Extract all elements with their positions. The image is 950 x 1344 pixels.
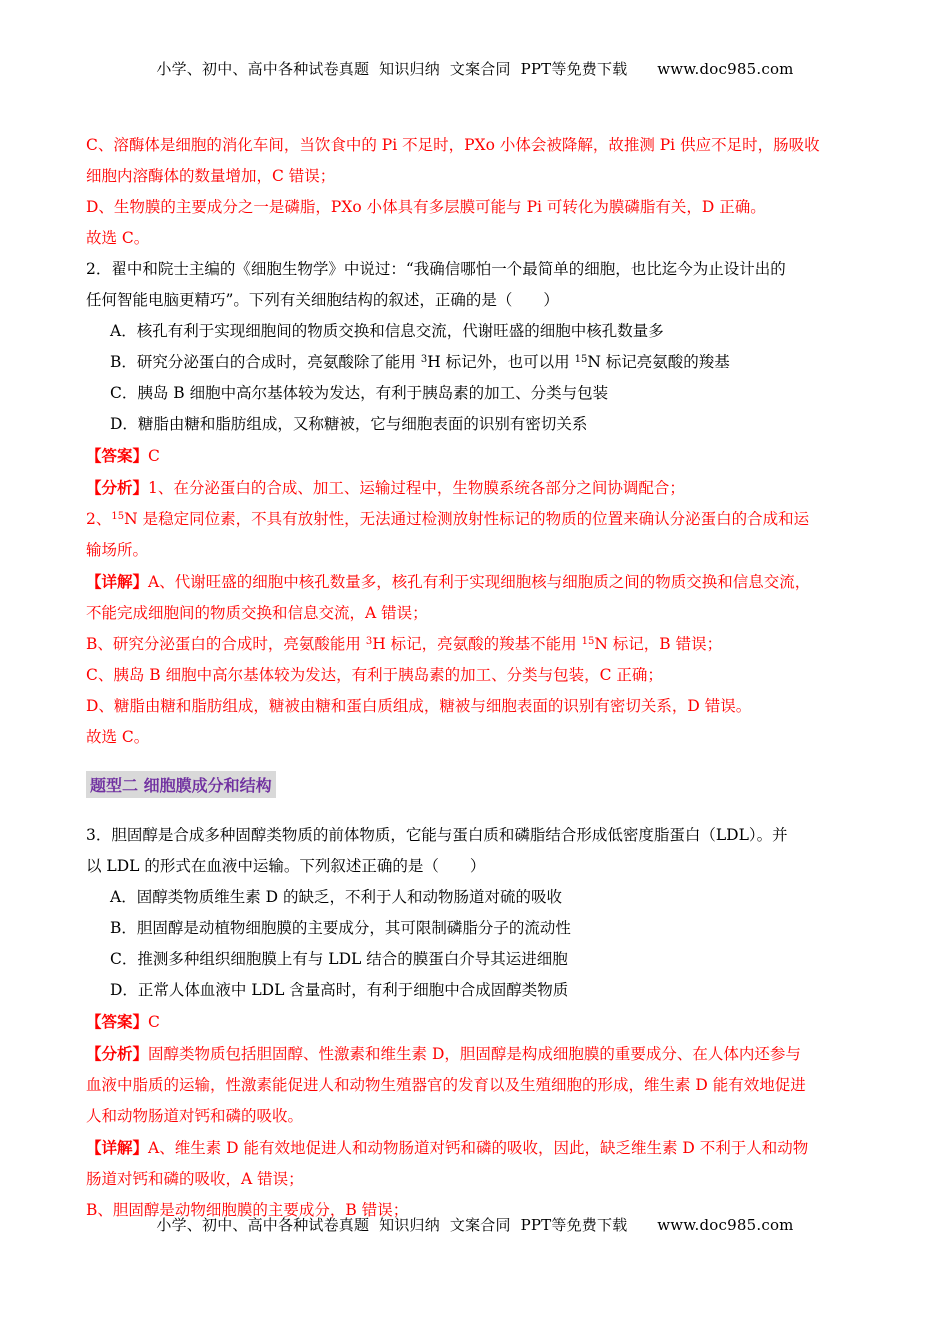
- q3-analysis: 【分析】固醇类物质包括胆固醇、性激素和维生素 D，胆固醇是构成细胞膜的重要成分、在人体内还参与: [86, 1044, 801, 1063]
- q2-detail-b: B、研究分泌蛋白的合成时，亮氨酸能用 $^3$H 标记，亮氨酸的羧基不能用 $^{15}$N 标记，B 错误；: [86, 635, 723, 653]
- q2-stem-cont: 任何智能电脑更精巧”。下列有关细胞结构的叙述，正确的是（ ）: [86, 291, 559, 309]
- q2-analysis-2: 2、$^{15}$N 是稳定同位素，不具有放射性，无法通过检测放射性标记的物质的位置来确认分泌蛋白的合成和运: [86, 510, 810, 528]
- document-body: [86, 130, 866, 1226]
- q3-option-a: A．固醇类物质维生素 D 的缺乏，不利于人和动物肠道对硫的吸收: [110, 888, 562, 906]
- page-footer: 小学、初中、高中各种试卷真题 知识归纳 文案合同 PPT等免费下载 www.doc985.com: [156, 1216, 794, 1234]
- q3-stem-cont: 以 LDL 的形式在血液中运输。下列叙述正确的是（ ）: [86, 857, 486, 875]
- q2-analysis: 【分析】1、在分泌蛋白的合成、加工、运输过程中，生物膜系统各部分之间协调配合；: [86, 478, 685, 497]
- q2-detail-c: C、胰岛 B 细胞中高尔基体较为发达，有利于胰岛素的加工、分类与包装，C 正确；: [86, 666, 663, 684]
- q3-analysis-2: 血液中脂质的运输，性激素能促进人和动物生殖器官的发育以及生殖细胞的形成，维生素 D 能有效地促进: [86, 1076, 806, 1094]
- q2-answer: 【答案】C: [86, 446, 160, 465]
- q2-option-d: D．糖脂由糖和脂肪组成，又称糖被，它与细胞表面的识别有密切关系: [110, 415, 588, 433]
- q2-detail: 【详解】A、代谢旺盛的细胞中核孔数量多，核孔有利于实现细胞核与细胞质之间的物质交换和信息交流，: [86, 572, 811, 591]
- q3-stem: 3．胆固醇是合成多种固醇类物质的前体物质，它能与蛋白质和磷脂结合形成低密度脂蛋白（LDL）。并: [86, 826, 788, 844]
- q2-conclusion: 故选 C。: [86, 728, 150, 746]
- q3-detail-a-cont: 肠道对钙和磷的吸收，A 错误；: [86, 1170, 304, 1188]
- q2-stem: 2．翟中和院士主编的《细胞生物学》中说过：“我确信哪怕一个最简单的细胞，也比迄今为止设计出的: [86, 260, 786, 278]
- q2-option-a: A．核孔有利于实现细胞间的物质交换和信息交流，代谢旺盛的细胞中核孔数量多: [110, 322, 664, 340]
- q2-option-c: C．胰岛 B 细胞中高尔基体较为发达，有利于胰岛素的加工、分类与包装: [110, 384, 609, 402]
- q1-option-c-explanation-cont: 细胞内溶酶体的数量增加，C 错误；: [86, 167, 336, 185]
- q3-detail-b: B、胆固醇是动物细胞膜的主要成分，B 错误；: [86, 1201, 409, 1219]
- q1-option-c-explanation: C、溶酶体是细胞的消化车间，当饮食中的 Pi 不足时，PXo 小体会被降解，故推测 Pi 供应不足时，肠吸收: [86, 136, 820, 154]
- q3-option-b: B．胆固醇是动植物细胞膜的主要成分，其可限制磷脂分子的流动性: [110, 919, 571, 937]
- q3-option-c: C．推测多种组织细胞膜上有与 LDL 结合的膜蛋白介导其运进细胞: [110, 950, 568, 968]
- q3-detail: 【详解】A、维生素 D 能有效地促进人和动物肠道对钙和磷的吸收，因此，缺乏维生素 D 不利于人和动物: [86, 1138, 809, 1157]
- q2-analysis-3: 输场所。: [86, 541, 149, 559]
- q1-option-d-explanation: D、生物膜的主要成分之一是磷脂，PXo 小体具有多层膜可能与 Pi 可转化为膜磷脂有关，D 正确。: [86, 198, 766, 216]
- q3-option-d: D．正常人体血液中 LDL 含量高时，有利于细胞中合成固醇类物质: [110, 981, 569, 999]
- q3-analysis-3: 人和动物肠道对钙和磷的吸收。: [86, 1107, 304, 1125]
- q2-option-b: B．研究分泌蛋白的合成时，亮氨酸除了能用 $^3$H 标记外，也可以用 $^{15}$N 标记亮氨酸的羧基: [110, 353, 730, 371]
- q2-detail-a-cont: 不能完成细胞间的物质交换和信息交流，A 错误；: [86, 604, 428, 622]
- section-title: 题型二 细胞膜成分和结构: [86, 771, 276, 798]
- page-header: 小学、初中、高中各种试卷真题 知识归纳 文案合同 PPT等免费下载 www.doc985.com: [156, 60, 794, 78]
- q1-conclusion: 故选 C。: [86, 229, 150, 247]
- q2-detail-d: D、糖脂由糖和脂肪组成，糖被由糖和蛋白质组成，糖被与细胞表面的识别有密切关系，D 错误。: [86, 697, 752, 715]
- q3-answer: 【答案】C: [86, 1012, 160, 1031]
